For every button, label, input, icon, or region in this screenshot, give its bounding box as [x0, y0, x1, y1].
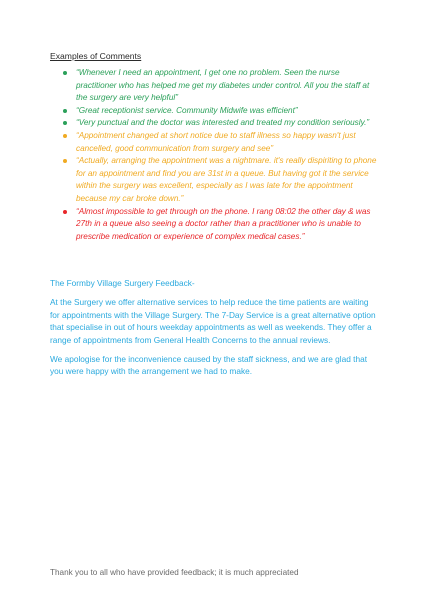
footer-note: Thank you to all who have provided feedback; it is much appreciated: [50, 568, 299, 577]
bullet-icon: [63, 210, 67, 214]
comment-text: “Very punctual and the doctor was interested and treated my condition seriously.”: [76, 118, 370, 128]
comment-text: “Whenever I need an appointment, I get one no problem. Seen the nurse practitioner who has helped me get my diabetes under control. All you the staff at the surgery are very helpful”: [76, 68, 370, 103]
comment-text: “Appointment changed at short notice due to staff illness so happy wasn't just cancelled, good communication from surgery and see”: [76, 130, 356, 153]
comment-item: [50, 117, 380, 130]
comments-heading: Examples of Comments: [50, 51, 142, 61]
comment-item: [50, 206, 380, 244]
bullet-icon: [63, 134, 67, 138]
comment-item: [50, 130, 380, 155]
comment-item: [50, 67, 380, 105]
feedback-title: The Formby Village Surgery Feedback-: [50, 278, 195, 288]
comment-text: “Great receptionist service. Community Midwife was efficient”: [76, 105, 298, 115]
bullet-icon: [63, 121, 67, 125]
comment-text: “Almost impossible to get through on the phone. I rang 08:02 the other day & was 27th in a queue also seeing a doctor rather than a practitioner who is unable to prescribe medication or experience of complex medical cases.”: [76, 206, 371, 241]
feedback-paragraph: We apologise for the inconvenience caused by the staff sickness, and we are glad that you were happy with the arrangement we had to make.: [50, 354, 368, 377]
bullet-icon: [63, 159, 67, 163]
comments-list: [50, 67, 380, 243]
feedback-paragraph: At the Surgery we offer alternative services to help reduce the time patients are waiting for appointments with the Village Surgery. The 7-Day Service is a great alternative option that specialise in out of hours weekday appointments as well as weekends. They offer a range of appointments from General Health Concerns to the annual reviews.: [50, 297, 376, 345]
comment-text: “Actually, arranging the appointment was a nightmare. it's really dispiriting to phone for an appointment and find you are 31st in a queue. But having got it the service within the surgery was excellent, especially as I was late for the appointment because my car broke down.”: [76, 156, 377, 203]
surgery-feedback: [50, 277, 380, 385]
bullet-icon: [63, 109, 67, 113]
comment-item: [50, 155, 380, 205]
comment-item: [50, 105, 380, 118]
bullet-icon: [63, 71, 67, 75]
